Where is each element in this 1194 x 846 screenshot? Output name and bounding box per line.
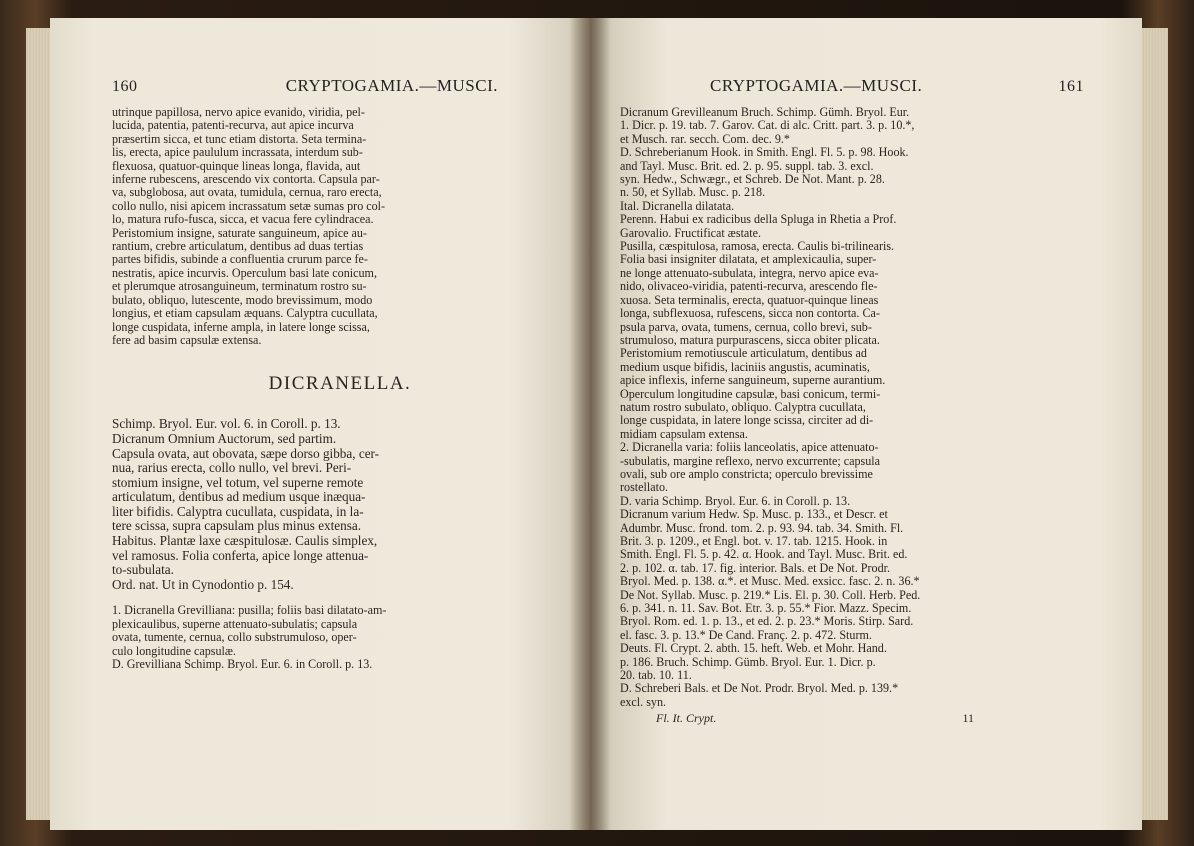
text-line: rantium, crebre articulatum, dentibus ad duas tertias — [112, 239, 364, 254]
text-line: partes bifidis, subinde a confluentia crurum parce fe- — [112, 252, 368, 267]
species-line: culo longitudine capsulæ. — [112, 643, 236, 658]
text-line: natum rostro subulato, obliquo. Calyptra cucullata, — [620, 399, 866, 414]
text-line: bulato, obliquo, lutescente, modo brevissimum, modo — [112, 292, 373, 307]
text-line: 20. tab. 10. 11. — [620, 668, 692, 683]
text-line: flexuosa, quatuor-quinque lineas longa, flavida, aut — [112, 158, 361, 173]
text-line: Bryol. Rom. ed. 1. p. 13., et ed. 2. p. 23.* Moris. Stirp. Sard. — [620, 614, 914, 629]
text-line: Folia basi insigniter dilatata, et amplexicaulia, super- — [620, 252, 877, 267]
genus-line: Dicranum Omnium Auctorum, sed partim. — [112, 430, 337, 446]
text-line: Pusilla, cæspitulosa, ramosa, erecta. Caulis bi-trilinearis. — [620, 239, 895, 254]
text-line: strumuloso, matura purpurascens, sicca obiter plicata. — [620, 332, 880, 347]
text-line: apice inflexis, inferne sanguineum, superne aurantium. — [620, 373, 886, 388]
left-page-edges — [26, 28, 52, 820]
text-line: D. Schreberianum Hook. in Smith. Engl. Fl. 5. p. 98. Hook. — [620, 145, 909, 160]
text-line: lis, erecta, apice paululum incrassata, interdum sub- — [112, 145, 363, 160]
text-line: syn. Hedw., Schwægr., et Schreb. De Not. Mant. p. 28. — [620, 172, 885, 187]
text-line: nido, olivaceo-viridia, patenti-recurva, arescendo fle- — [620, 279, 878, 294]
left-top-paragraph — [112, 106, 568, 347]
text-line: Ital. Dicranella dilatata. — [620, 198, 735, 213]
right-head-title: CRYPTOGAMIA.—MUSCI. — [710, 76, 923, 95]
text-line: De Not. Syllab. Musc. p. 219.* Lis. El. p. 30. Coll. Herb. Ped. — [620, 587, 921, 602]
left-page-number: 160 — [112, 78, 138, 95]
text-line: Garovalio. Fructificat æstate. — [620, 225, 762, 240]
text-line: rostellato. — [620, 480, 669, 495]
text-line: collo nullo, nisi apicem incrassatum setæ sumas pro col- — [112, 198, 386, 213]
genus-line: tere scissa, supra capsulam plus minus extensa. — [112, 518, 362, 534]
text-line: ne longe attenuato-subulata, integra, nervo apice eva- — [620, 265, 879, 280]
text-line: et plerumque atrosanguineum, terminatum rostro su- — [112, 279, 367, 294]
text-line: Peristomium remotiuscule articulatum, dentibus ad — [620, 346, 867, 361]
text-line: el. fasc. 3. p. 13.* De Cand. Franç. 2. p. 472. Sturm. — [620, 627, 872, 642]
genus-line: Capsula ovata, aut obovata, sæpe dorso gibba, cer- — [112, 445, 380, 461]
page-footer — [620, 711, 1084, 726]
text-line: 6. p. 341. n. 11. Sav. Bot. Etr. 3. p. 55.* Fior. Mazz. Specim. — [620, 601, 912, 616]
text-line: utrinque papillosa, nervo apice evanido, viridia, pel- — [112, 105, 365, 119]
text-line: p. 186. Bruch. Schimp. Gümb. Bryol. Eur. 1. Dicr. p. — [620, 654, 876, 669]
text-line: and Tayl. Musc. Brit. ed. 2. p. 95. suppl. tab. 3. excl. — [620, 158, 874, 173]
text-line: ovali, sub ore amplo constricta; operculo brevissime — [620, 466, 873, 481]
genus-line: to-subulata. — [112, 562, 174, 578]
text-line: longe cuspidata, in latere longe scissa, circiter ad di- — [620, 413, 874, 428]
text-line: longa, subflexuosa, rufescens, sicca non contorta. Ca- — [620, 306, 880, 321]
species-entry-1 — [112, 604, 568, 671]
text-line: va, subglobosa, aut ovata, tumidula, cernua, raro erecta, — [112, 185, 382, 200]
text-line: Bryol. Med. p. 138. α.*. et Musc. Med. exsicc. fasc. 2. n. 36.* — [620, 574, 920, 589]
genus-line: Ord. nat. Ut in Cynodontio p. 154. — [112, 576, 294, 592]
text-line: inferne rubescens, arescendo vix contorta. Capsula par- — [112, 172, 380, 187]
text-line: Dicranum varium Hedw. Sp. Musc. p. 133., et Descr. et — [620, 507, 888, 522]
footer-gathering-number: 11 — [962, 711, 974, 726]
text-line: et Musch. rar. secch. Com. dec. 9.* — [620, 131, 790, 146]
genus-description — [112, 417, 568, 592]
text-line: xuosa. Seta terminalis, erecta, quatuor-quinque lineas — [620, 292, 879, 307]
text-line: fere ad basim capsulæ extensa. — [112, 332, 262, 347]
text-line: 2. p. 102. α. tab. 17. fig. interior. Bals. et De Not. Prodr. — [620, 560, 891, 575]
species-line: ovata, tumente, cernua, collo substrumuloso, oper- — [112, 630, 357, 645]
right-page-edges — [1142, 28, 1168, 820]
left-head-title: CRYPTOGAMIA.—MUSCI. — [285, 76, 498, 95]
text-line: Operculum longitudine capsulæ, basi conicum, termi- — [620, 386, 881, 401]
text-line: -subulatis, margine reflexo, nervo excurrente; capsula — [620, 453, 881, 468]
text-line: Deuts. Fl. Crypt. 2. abth. 15. heft. Web. et Mohr. Hand. — [620, 641, 887, 656]
genus-line: Habitus. Plantæ laxe cæspitulosæ. Caulis simplex, — [112, 533, 378, 549]
text-line: 2. Dicranella varia: foliis lanceolatis, apice attenuato- — [620, 440, 879, 455]
text-line: psula parva, ovata, tumens, cernua, collo brevi, sub- — [620, 319, 872, 334]
right-page-text — [620, 106, 1084, 709]
text-line: nestratis, apice incurvis. Operculum basi late conicum, — [112, 265, 377, 280]
species-line: 1. Dicranella Grevilliana: pusilla; foliis basi dilatato-am- — [112, 603, 387, 618]
genus-line: liter bifidis. Calyptra cucullata, cuspidata, in la- — [112, 503, 364, 519]
section-title: DICRANELLA. — [268, 373, 412, 395]
species-line: D. Grevilliana Schimp. Bryol. Eur. 6. in Coroll. p. 13. — [112, 657, 373, 672]
text-line: n. 50, et Syllab. Musc. p. 218. — [620, 185, 766, 200]
genus-line: stomium insigne, vel totum, vel superne remote — [112, 474, 364, 490]
text-line: Adumbr. Musc. frond. tom. 2. p. 93. 94. tab. 34. Smith. Fl. — [620, 520, 904, 535]
genus-line: articulatum, dentibus ad medium usque inæqua- — [112, 489, 366, 505]
text-line: Perenn. Habui ex radicibus della Spluga in Rhetia a Prof. — [620, 212, 897, 227]
text-line: Brit. 3. p. 1209., et Engl. bot. v. 17. tab. 1215. Hook. in — [620, 534, 888, 548]
genus-line: nua, rarius erecta, collo nullo, vel brevi. Peri- — [112, 460, 352, 476]
text-line: longe cuspidata, inferne ampla, in latere longe scissa, — [112, 319, 370, 334]
text-line: D. varia Schimp. Bryol. Eur. 6. in Coroll. p. 13. — [620, 493, 851, 508]
genus-line: Schimp. Bryol. Eur. vol. 6. in Coroll. p. 13. — [112, 416, 341, 432]
text-line: 1. Dicr. p. 19. tab. 7. Garov. Cat. di alc. Critt. part. 3. p. 10.*, — [620, 118, 915, 133]
right-page-number: 161 — [1058, 78, 1084, 95]
text-line: præsertim sicca, et tunc etiam distorta. Seta termina- — [112, 131, 367, 146]
text-line: Peristomium insigne, saturate sanguineum, apice au- — [112, 225, 367, 240]
footer-signature: Fl. It. Crypt. — [656, 711, 717, 726]
right-page — [590, 18, 1142, 830]
text-line: medium usque bifidis, laciniis angustis, acuminatis, — [620, 359, 870, 374]
left-page — [50, 18, 590, 830]
text-line: D. Schreberi Bals. et De Not. Prodr. Bryol. Med. p. 139.* — [620, 681, 899, 696]
text-line: lo, matura rufo-fusca, sicca, et vacua fere cylindracea. — [112, 212, 374, 227]
text-line: Dicranum Grevilleanum Bruch. Schimp. Gümh. Bryol. Eur. — [620, 105, 910, 119]
text-line: midiam capsulam extensa. — [620, 426, 748, 441]
text-line: lucida, patentia, patenti-recurva, aut apice incurva — [112, 118, 354, 133]
text-line: excl. syn. — [620, 694, 667, 709]
genus-line: vel ramosus. Folia conferta, apice longe attenua- — [112, 547, 369, 563]
right-running-head — [620, 76, 1084, 96]
left-running-head — [112, 76, 568, 96]
species-line: plexicaulibus, superne attenuato-subulatis; capsula — [112, 616, 358, 631]
text-line: Smith. Engl. Fl. 5. p. 42. α. Hook. and Tayl. Musc. Brit. ed. — [620, 547, 908, 562]
text-line: longius, et etiam capsulam æquans. Calyptra cucullata, — [112, 306, 378, 321]
